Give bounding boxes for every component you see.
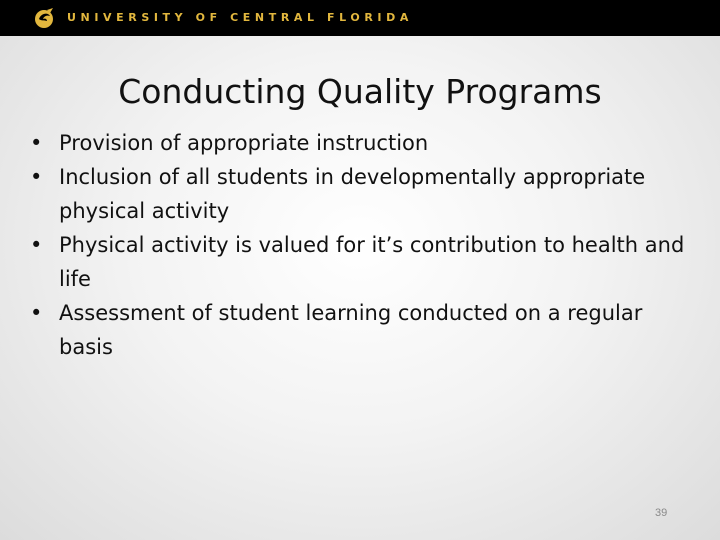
bullet-text: Provision of appropriate instruction [59, 131, 429, 155]
list-item [30, 126, 700, 160]
bullet-text: Physical activity is valued for it’s contribution to health and life [59, 233, 685, 291]
bullet-text: Inclusion of all students in developmentally appropriate physical activity [59, 165, 646, 223]
slide-title: Conducting Quality Programs [118, 72, 602, 111]
bullet-text: Assessment of student learning conducted on a regular basis [59, 301, 643, 359]
bullet-icon: • [30, 131, 43, 155]
list-item [30, 160, 700, 228]
list-item [30, 296, 700, 364]
page-number: 39 [655, 507, 668, 519]
list-item [30, 228, 700, 296]
pegasus-logo-icon [33, 6, 57, 30]
institution-name: UNIVERSITY OF CENTRAL FLORIDA [67, 11, 413, 24]
bullet-list [30, 126, 700, 364]
header-bar [0, 0, 720, 36]
bullet-icon: • [30, 301, 43, 325]
bullet-icon: • [30, 233, 43, 257]
bullet-icon: • [30, 165, 43, 189]
